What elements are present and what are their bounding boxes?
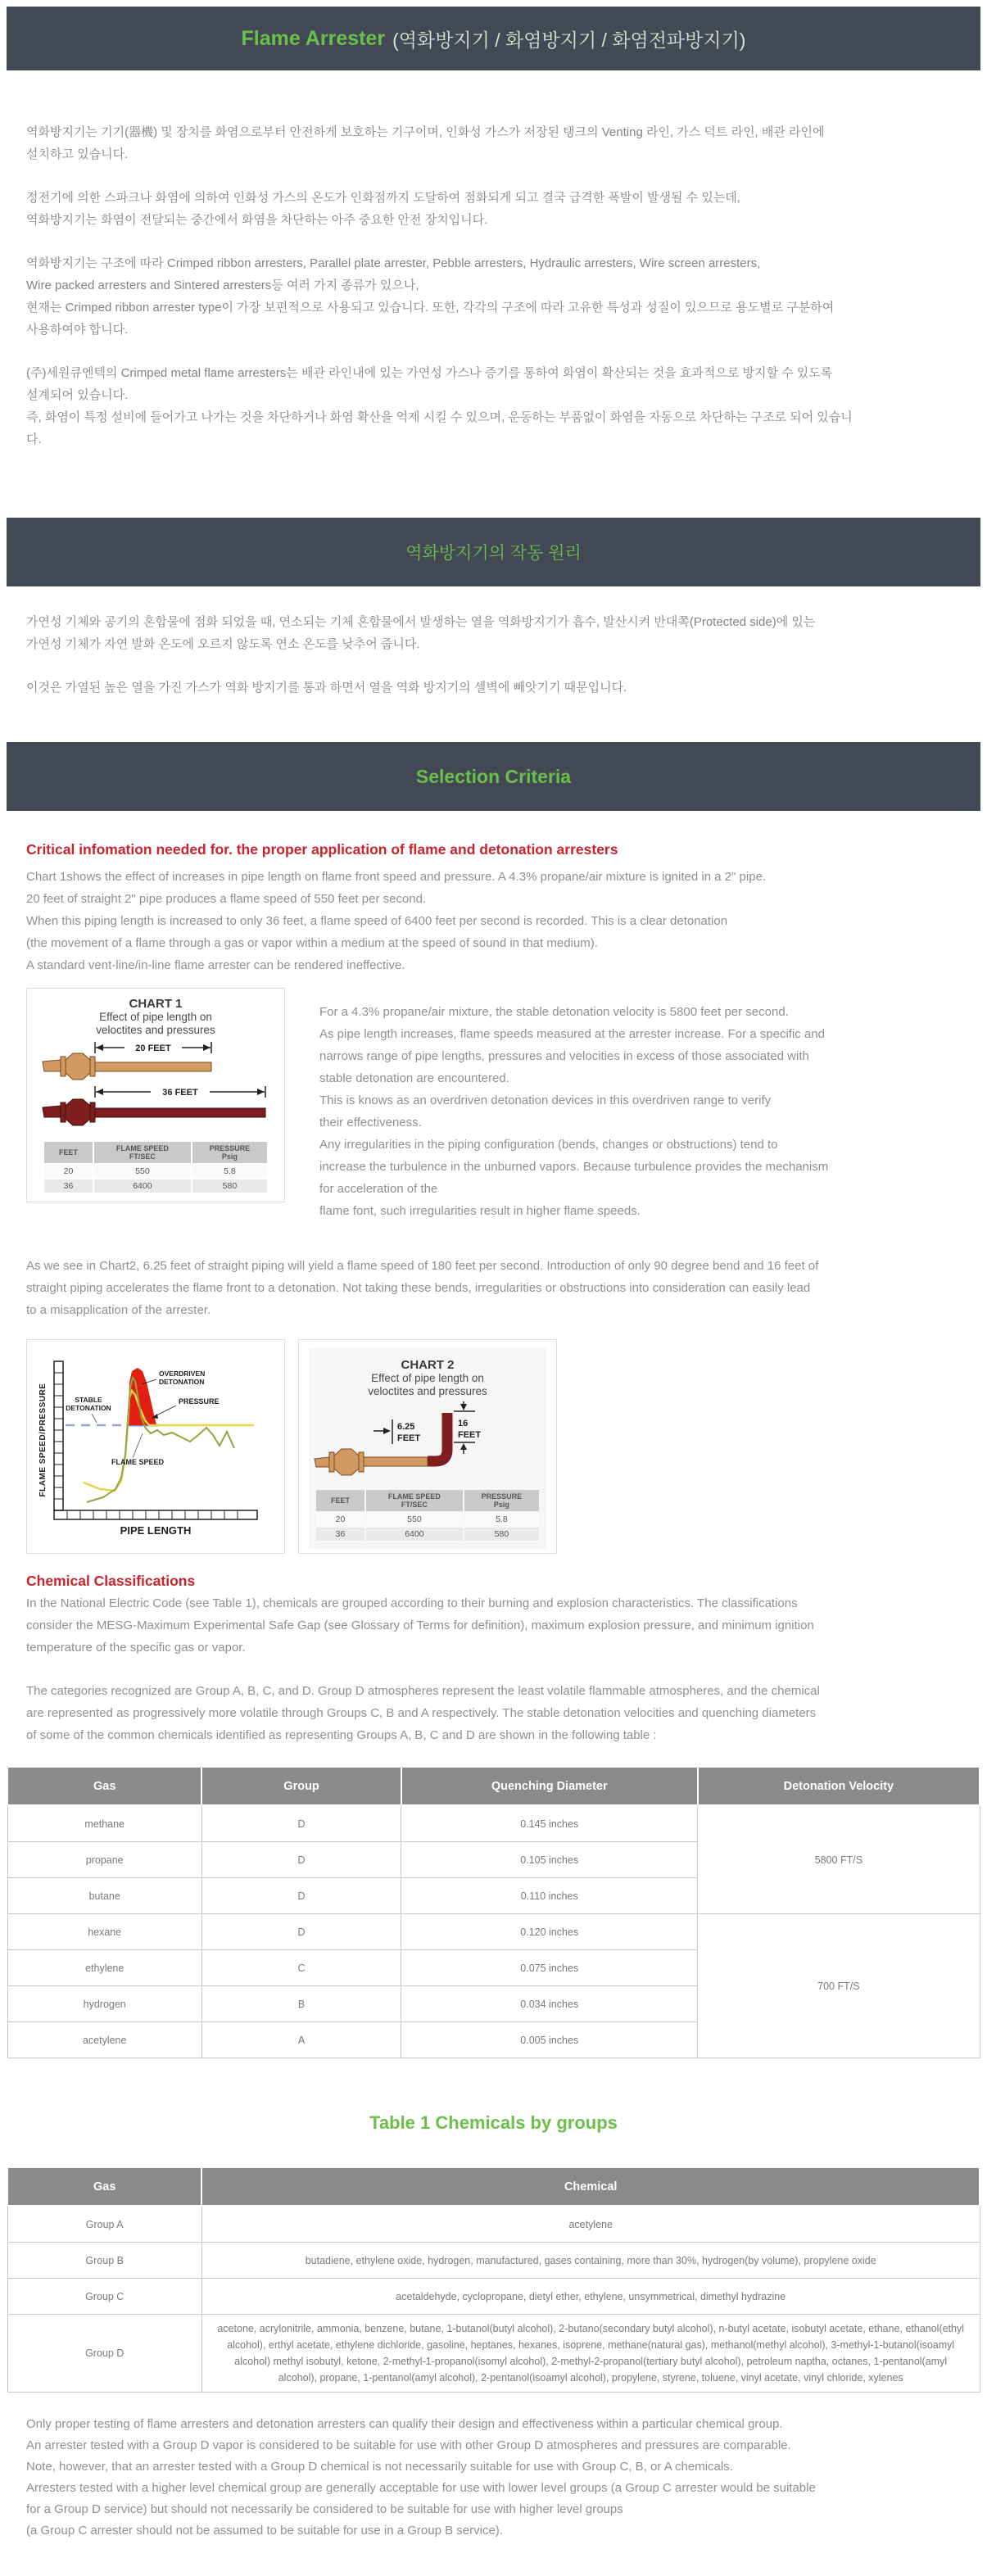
principle-section-title: 역화방지기의 작동 원리: [405, 544, 582, 563]
chart2-intro-paragraph: [26, 1255, 961, 1321]
cell: hydrogen: [7, 1986, 201, 2022]
flame-speed-graph-image: [26, 1339, 285, 1554]
chart2-col-flame-speed: FLAME SPEED FT/SEC: [366, 1490, 463, 1511]
column-header-gas: Gas: [7, 2167, 201, 2206]
cell: butane: [7, 1878, 201, 1914]
chart1-pipes-diagram: [39, 1039, 272, 1139]
cell: 550: [94, 1165, 191, 1178]
chart1-dim-20feet-label: 20 FEET: [135, 1044, 171, 1053]
graph-stable-label-line2: DETONATION: [66, 1404, 111, 1412]
chart2-dim-16-unit: FEET: [458, 1430, 482, 1440]
text-line: 다.: [26, 432, 42, 446]
intro-paragraph-2: [26, 187, 961, 231]
column-header-group: Group: [201, 1767, 401, 1805]
table-row: [7, 1805, 980, 1842]
principle-paragraph-2: [26, 677, 961, 699]
group-cell: Group D: [7, 2315, 201, 2393]
table-row: [7, 1914, 980, 1950]
text-line: (주)세원큐엔텍의 Crimped metal flame arresters는 배관 라인내에 있는 가연성 가스나 증기를 통하여 화염이 확산되는 것을 효과적으로 방지할 수 있도록: [26, 366, 833, 380]
text-line: Only proper testing of flame arresters and detonation arresters can qualify their design and effectiveness within a particular chemical group.: [26, 2417, 783, 2431]
chart1-col-feet: FEET: [44, 1142, 93, 1163]
text-line: As we see in Chart2, 6.25 feet of straight piping will yield a flame speed of 180 feet per second. Introduction of only 90 degree bend and 16 feet of: [26, 1259, 819, 1273]
text-line: (the movement of a flame through a gas or vapor within a medium at the speed of sound in that medium).: [26, 936, 598, 950]
graph-pressure-label: PRESSURE: [179, 1397, 220, 1406]
chart1-image: [26, 988, 285, 1202]
text-line: 설치하고 있습니다.: [26, 147, 129, 161]
text-line: An arrester tested with a Group D vapor is considered to be suitable for use with other Group D atmospheres and pressures are comparable.: [26, 2438, 791, 2452]
text-line: A standard vent-line/in-line flame arrester can be rendered ineffective.: [26, 958, 405, 972]
table-header-row: [7, 1767, 980, 1805]
selection-criteria-section: [0, 840, 987, 976]
chart1-subtitle-line2: veloctites and pressures: [96, 1024, 215, 1036]
cell: methane: [7, 1805, 201, 1842]
cell: D: [201, 1914, 401, 1950]
chemical-heading: Chemical Classifications: [26, 1573, 196, 1589]
text-line: stable detonation are encountered.: [319, 1071, 509, 1085]
cell: D: [201, 1842, 401, 1878]
chart1-data-table: [43, 1140, 269, 1194]
text-line: narrows range of pipe lengths, pressures and velocities in excess of those associated with: [319, 1049, 809, 1063]
table-row: [44, 1165, 267, 1178]
chart1-col-pressure: PRESSURE Psig: [192, 1142, 267, 1163]
text-line: 현재는 Crimped ribbon arrester type이 가장 보편적으로 사용되고 있습니다. 또한, 각각의 구조에 따라 고유한 특성과 성질이 있으므로 용도별로 구분하여: [26, 301, 835, 315]
selection-criteria-bar: [7, 742, 980, 811]
table-row: [316, 1528, 539, 1541]
text-line: 20 feet of straight 2" pipe produces a flame speed of 550 feet per second.: [26, 892, 427, 906]
graph-flame-speed-label: FLAME SPEED: [111, 1458, 165, 1466]
chart2-pipe-diagram: [311, 1400, 544, 1487]
cell: 36: [44, 1179, 93, 1193]
cell: 6400: [366, 1528, 463, 1541]
flame-speed-pressure-graph: [36, 1350, 275, 1545]
text-line: Arresters tested with a higher level chemical group are generally acceptable for use with lower level groups (a Group C arrester would be suitable: [26, 2481, 816, 2495]
text-line: increase the turbulence in the unburned vapors. Because turbulence provides the mechanism: [319, 1160, 829, 1174]
chemical-paragraph-1: [26, 1592, 961, 1659]
cell: 0.105 inches: [401, 1842, 698, 1878]
text-line: flame font, such irregularities result in higher flame speeds.: [319, 1204, 641, 1218]
chart2-subtitle-line1: Effect of pipe length on: [371, 1372, 484, 1384]
principle-section-bar: [7, 518, 980, 586]
text-line: For a 4.3% propane/air mixture, the stable detonation velocity is 5800 feet per second.: [319, 1005, 789, 1019]
text-line: Note, however, that an arrester tested with a Group D chemical is not necessarily suitable for use with Group C, B, or A chemicals.: [26, 2460, 733, 2474]
gas-properties-table: [7, 1766, 980, 2058]
critical-info-heading: Critical infomation needed for. the proper application of flame and detonation arresters: [26, 841, 618, 858]
graph-overdriven-label-line1: OVERDRIVEN: [159, 1369, 206, 1378]
group-cell: Group A: [7, 2206, 201, 2243]
text-line: 역화방지기는 기기(器機) 및 장치를 화염으로부터 안전하게 보호하는 기구이며, 인화성 가스가 저장된 탱크의 Venting 라인, 가스 덕트 라인, 배관 라인에: [26, 125, 825, 139]
text-line: In the National Electric Code (see Table 1), chemicals are grouped according to their burning and explosion characteristics. The classifications: [26, 1596, 798, 1610]
chart2-panel: [309, 1348, 546, 1549]
group-cell: Group C: [7, 2279, 201, 2315]
text-line: Any irregularities in the piping configuration (bends, changes or obstructions) tend to: [319, 1138, 778, 1152]
text-line: Chart 1shows the effect of increases in pipe length on flame front speed and pressure. A 4.3% propane/air mixture is ignited in a 2" pipe.: [26, 870, 767, 884]
chemical-cell: butadiene, ethylene oxide, hydrogen, manufactured, gases containing, more than 30%, hydrogen(by volume), propylene oxide: [201, 2243, 980, 2279]
text-line: 역화방지기는 화염이 전달되는 중간에서 화염을 차단하는 아주 중요한 안전 장치입니다.: [26, 213, 488, 227]
chart2-subtitle-line2: veloctites and pressures: [368, 1385, 487, 1397]
group-cell: Group B: [7, 2243, 201, 2279]
chemical-cell: acetone, acrylonitrile, ammonia, benzene, butane, 1-butanol(butyl alcohol), 2-butano(secondary butyl alcohol), n-butyl acetate, isobutyl acetate, ethane, ethanol(ethyl alcohol), erthyl acetate, ethylene dichloride, gasoline, heptanes, hexanes, isoprene, methane(natural gas), methanol(methyl alcohol), 3-methyl-1-butanol(isoamyl alcohol) methyl isobutyl, ketone, 2-methyl-1-propanol(isomyl alcohol), 2-methyl-2-propanol(tertiary butyl alcohol), petroleum naptha, octanes, 1-pentanol(amyl alcohol), propane, 1-pentanol(amyl alcohol), 2-pentanol(isoamyl alcohol), propylene, styrene, toluene, vinyl acetate, vinyl chloride, xylenes: [201, 2315, 980, 2393]
chart1-side-text: [319, 988, 828, 1222]
table-row: [316, 1513, 539, 1526]
text-line: are represented as progressively more volatile through Groups C, B and A respectively. The stable detonation velocities and quenching diameters: [26, 1706, 817, 1720]
cell: 6400: [94, 1179, 191, 1193]
closing-paragraph: [0, 2414, 987, 2542]
cell: 550: [366, 1513, 463, 1526]
cell: 0.075 inches: [401, 1950, 698, 1986]
selection-criteria-title: Selection Criteria: [415, 765, 572, 787]
text-line: 사용하여야 합니다.: [26, 323, 129, 337]
text-line: 역화방지기는 구조에 따라 Crimped ribbon arresters, Parallel plate arrester, Pebble arresters, Hydraulic arresters, Wire screen arresters,: [26, 256, 761, 270]
velocity-merged-cell: 700 FT/S: [698, 1914, 980, 2058]
chart1-dim-36feet-label: 36 FEET: [162, 1088, 198, 1098]
text-line: to a misapplication of the arrester.: [26, 1303, 211, 1317]
table1-heading: Table 1 Chemicals by groups: [369, 2112, 618, 2133]
page-title-en: Flame Arrester: [241, 26, 386, 50]
cell: C: [201, 1950, 401, 1986]
principle-section: [0, 611, 987, 699]
velocity-merged-cell: 5800 FT/S: [698, 1805, 980, 1914]
cell: 0.145 inches: [401, 1805, 698, 1842]
text-line: temperature of the specific gas or vapor.: [26, 1641, 246, 1655]
chart2-col-feet: FEET: [316, 1490, 364, 1511]
main-header-bar: [7, 7, 980, 70]
cell: D: [201, 1805, 401, 1842]
chart1-title: CHART 1: [129, 997, 183, 1011]
text-line: straight piping accelerates the flame front to a detonation. Not taking these bends, irregularities or obstructions into consideration can easily lead: [26, 1281, 811, 1295]
chemical-cell: acetaldehyde, cyclopropane, dietyl ether, ethylene, unsymmetrical, dimethyl hydrazine: [201, 2279, 980, 2315]
chart2-data-table: [315, 1488, 541, 1542]
text-line: The categories recognized are Group A, B, C, and D. Group D atmospheres represent the least volatile flammable atmospheres, and the chemical: [26, 1684, 820, 1698]
text-line: 이것은 가열된 높은 열을 가진 가스가 역화 방지기를 통과 하면서 열을 역화 방지기의 셀벽에 빼앗기기 때문입니다.: [26, 681, 627, 695]
chart2-col-pressure: PRESSURE Psig: [464, 1490, 539, 1511]
chemicals-by-group-table: [7, 2166, 980, 2393]
chart2-dim-16-value: 16: [458, 1419, 469, 1428]
intro-section: [0, 121, 987, 450]
chart2-dim-625-value: 6.25: [397, 1422, 415, 1432]
chart1-col-flame-speed: FLAME SPEED FT/SEC: [94, 1142, 191, 1163]
column-header-velocity: Detonation Velocity: [698, 1767, 980, 1805]
text-line: (a Group C arrester should not be assumed to be suitable for use in a Group B service).: [26, 2524, 503, 2538]
cell: 580: [192, 1179, 267, 1193]
table-row: [7, 2315, 980, 2393]
graph-stable-label-line1: STABLE: [75, 1396, 102, 1404]
cell: A: [201, 2022, 401, 2058]
table-row: [7, 2243, 980, 2279]
text-line: for acceleration of the: [319, 1182, 438, 1196]
text-line: As pipe length increases, flame speeds measured at the arrester increase. For a specific and: [319, 1027, 825, 1041]
cell: propane: [7, 1842, 201, 1878]
text-line: 가연성 기체가 자연 발화 온도에 오르지 않도록 연소 온도를 낮추어 줍니다.: [26, 637, 420, 651]
text-line: When this piping length is increased to only 36 feet, a flame speed of 6400 feet per second is recorded. This is a clear detonation: [26, 914, 728, 928]
critical-info-paragraph: [26, 866, 961, 976]
cell: 580: [464, 1528, 539, 1541]
column-header-quenching: Quenching Diameter: [401, 1767, 698, 1805]
page-title-ko: (역화방지기 / 화염방지기 / 화염전파방지기): [392, 29, 746, 51]
cell: 0.034 inches: [401, 1986, 698, 2022]
chemical-paragraph-2: [26, 1680, 961, 1746]
charts-row: [0, 1339, 987, 1554]
cell: 5.8: [464, 1513, 539, 1526]
chemical-cell: acetylene: [201, 2206, 980, 2243]
cell: 5.8: [192, 1165, 267, 1178]
text-line: Wire packed arresters and Sintered arresters등 여러 가지 종류가 있으나,: [26, 278, 419, 292]
text-line: consider the MESG-Maximum Experimental Safe Gap (see Glossary of Terms for definition), maximum explosion pressure, and minimum ignition: [26, 1618, 814, 1632]
graph-y-axis-label: FLAME SPEED/PRESSURE: [38, 1383, 48, 1497]
text-line: 즉, 화염이 특정 설비에 들어가고 나가는 것을 차단하거나 화염 확산을 억제 시킬 수 있으며, 운동하는 부품없이 화염을 자동으로 차단하는 구조로 되어 있습니: [26, 410, 853, 424]
text-line: for a Group D service) but should not necessarily be considered to be suitable for use with higher level groups: [26, 2502, 623, 2516]
cell: 0.005 inches: [401, 2022, 698, 2058]
cell: hexane: [7, 1914, 201, 1950]
chart1-subtitle-line1: Effect of pipe length on: [99, 1011, 212, 1023]
cell: B: [201, 1986, 401, 2022]
graph-x-axis-label: PIPE LENGTH: [120, 1524, 192, 1537]
column-header-gas: Gas: [7, 1767, 201, 1805]
text-line: This is knows as an overdriven detonation devices in this overdriven range to verify: [319, 1093, 772, 1107]
chart1-row: [0, 988, 987, 1222]
column-header-chemical: Chemical: [201, 2167, 980, 2206]
cell: 20: [316, 1513, 364, 1526]
chemical-section: [0, 1572, 987, 1746]
table-row: [7, 2206, 980, 2243]
principle-paragraph-1: [26, 611, 961, 655]
cell: 20: [44, 1165, 93, 1178]
cell: 36: [316, 1528, 364, 1541]
text-line: 정전기에 의한 스파크나 화염에 의하여 인화성 가스의 온도가 인화점까지 도달하여 점화되게 되고 결국 급격한 폭발이 발생될 수 있는데,: [26, 191, 740, 205]
cell: D: [201, 1878, 401, 1914]
table-row: [44, 1179, 267, 1193]
text-line: of some of the common chemicals identified as representing Groups A, B, C and D are shown in the following table :: [26, 1728, 657, 1742]
text-line: their effectiveness.: [319, 1116, 422, 1130]
text-line: 가연성 기체와 공기의 혼합물에 점화 되었을 때, 연소되는 기체 혼합물에서 발생하는 열을 역화방지기가 흡수, 발산시켜 반대쪽(Protected side)에 있는: [26, 615, 816, 629]
cell: 0.110 inches: [401, 1878, 698, 1914]
cell: acetylene: [7, 2022, 201, 2058]
text-line: 설계되어 있습니다.: [26, 388, 129, 402]
intro-paragraph-3: [26, 252, 961, 341]
chart2-intro: [0, 1255, 987, 1321]
cell: ethylene: [7, 1950, 201, 1986]
chart2-dim-625-unit: FEET: [397, 1433, 421, 1443]
chart2-title: CHART 2: [401, 1358, 455, 1372]
chart2-image: [298, 1339, 557, 1554]
graph-overdriven-label-line2: DETONATION: [159, 1378, 205, 1386]
intro-paragraph-4: [26, 362, 961, 450]
table-row: [7, 2279, 980, 2315]
intro-paragraph-1: [26, 121, 961, 165]
cell: 0.120 inches: [401, 1914, 698, 1950]
table-header-row: [7, 2167, 980, 2206]
